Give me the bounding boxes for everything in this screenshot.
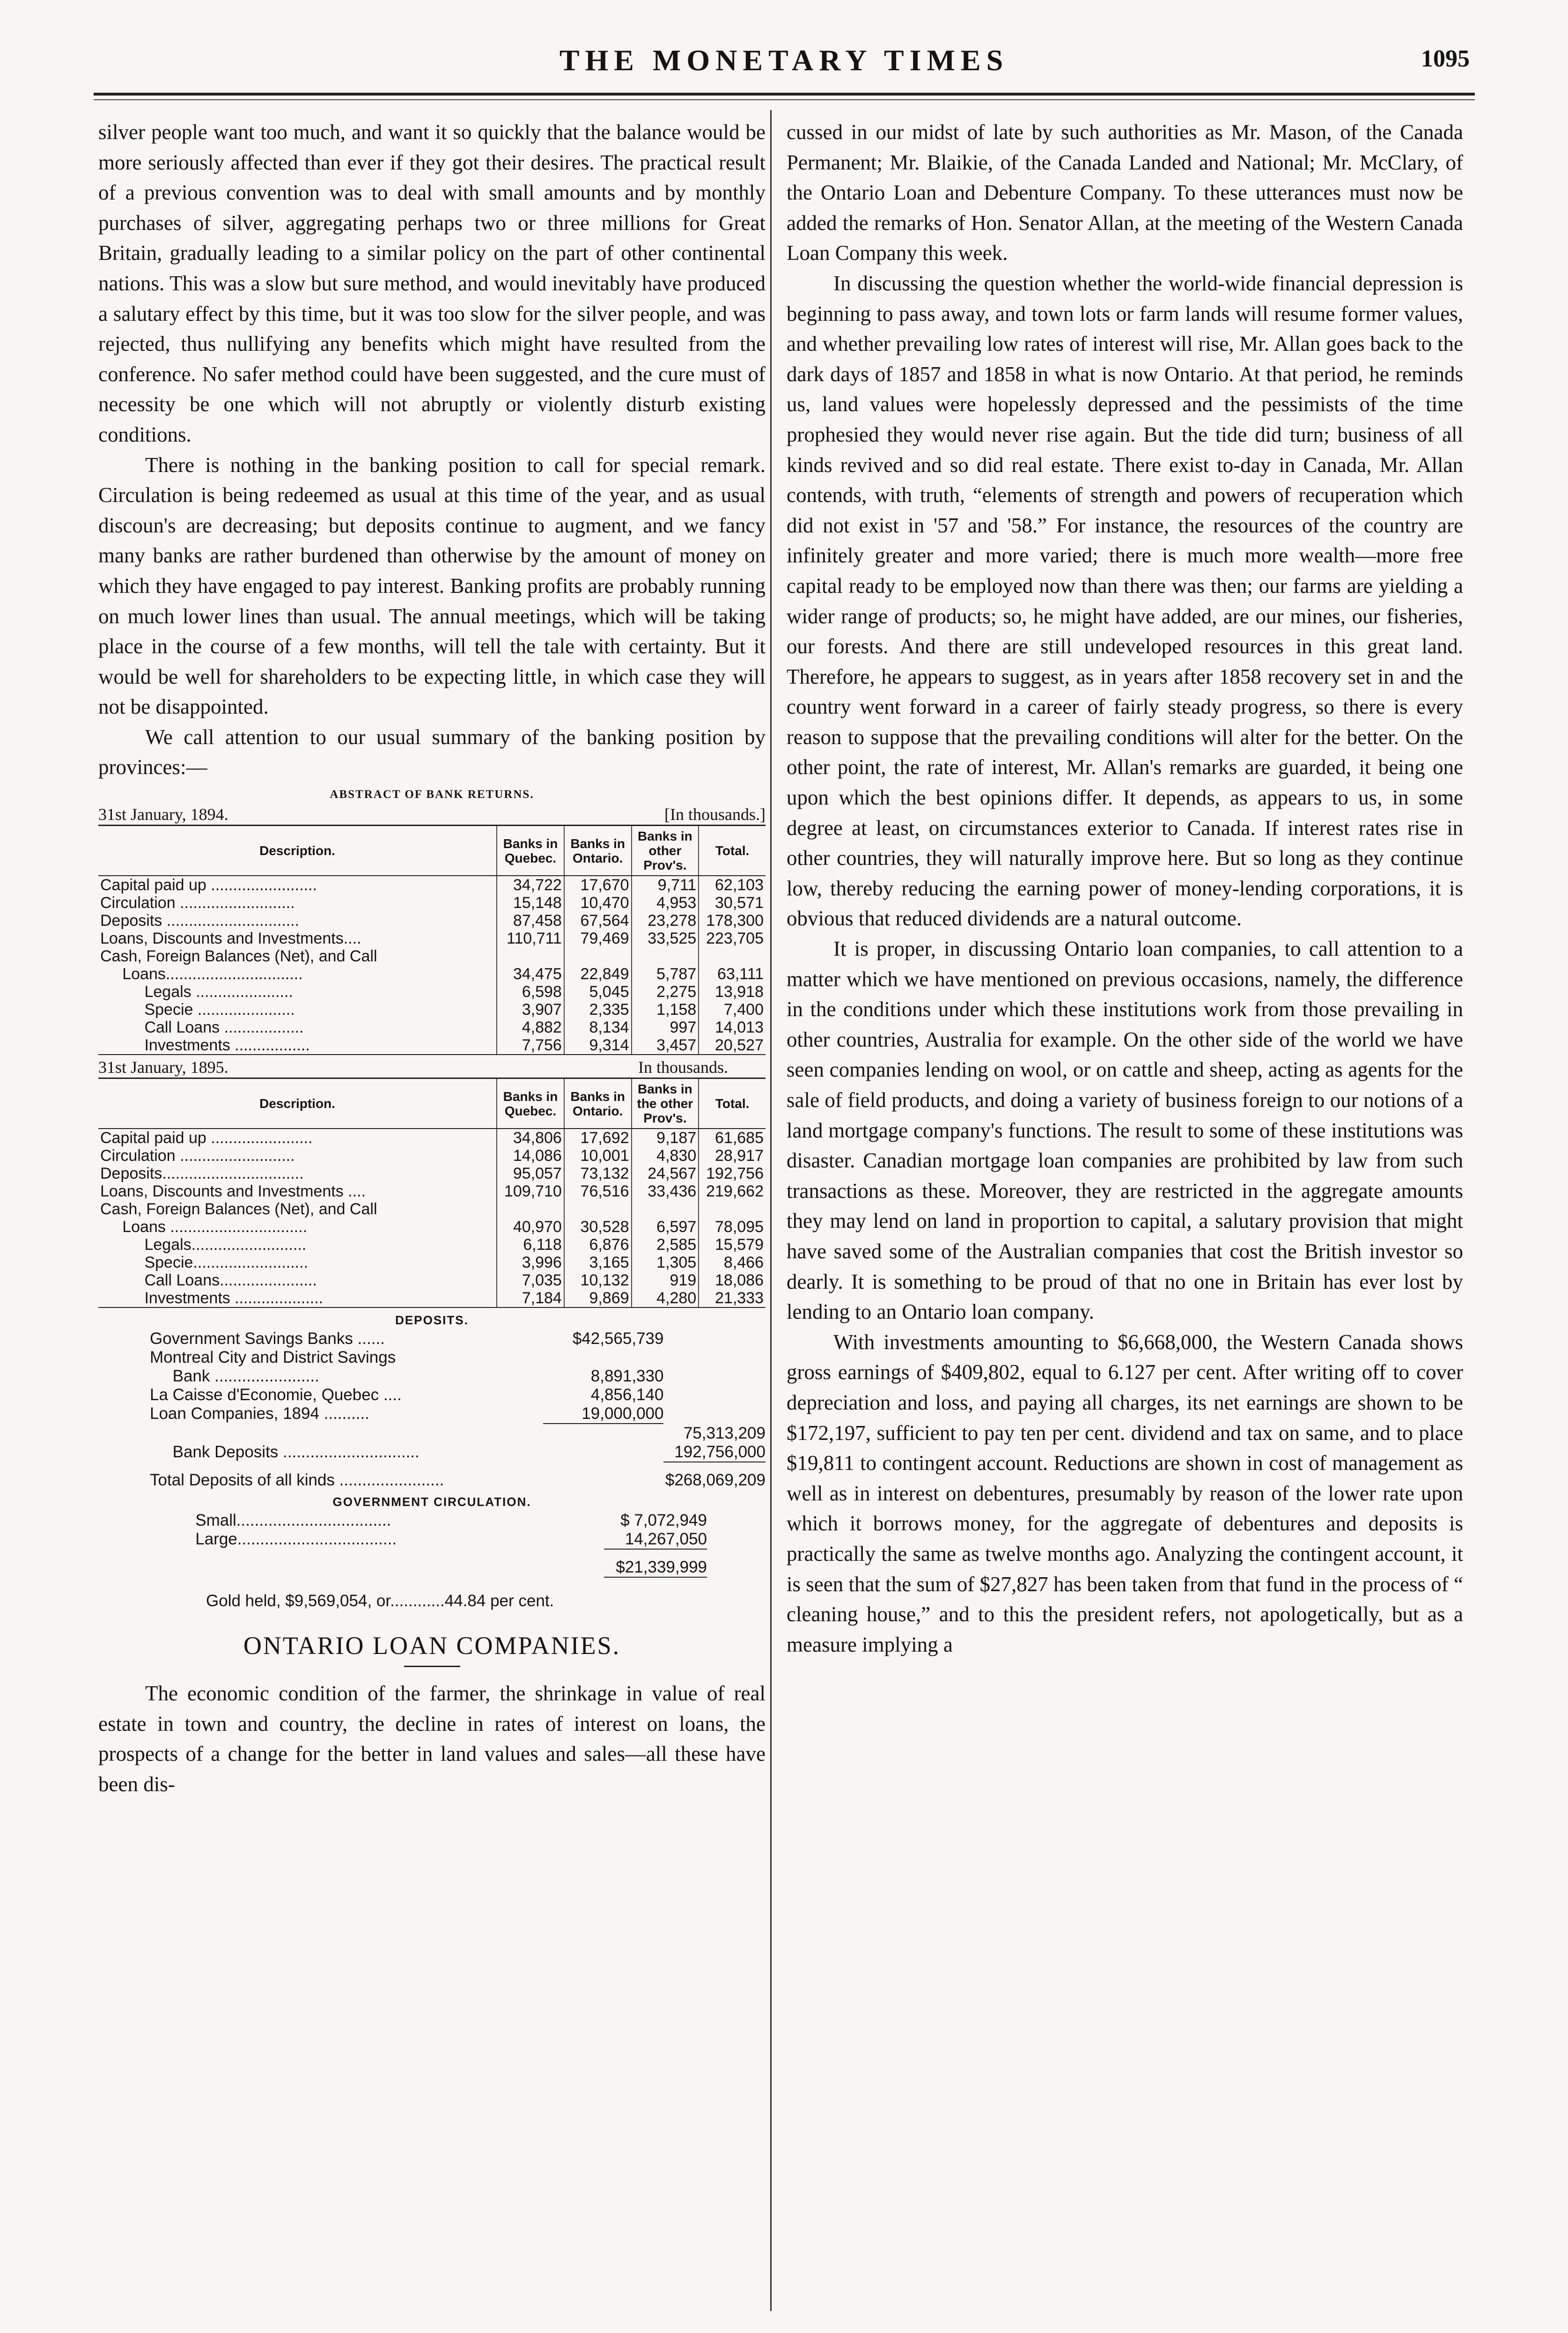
table-row xyxy=(98,947,766,965)
table-cell: 76,516 xyxy=(564,1182,632,1200)
masthead: THE MONETARY TIMES xyxy=(559,44,1009,77)
paragraph: The economic condition of the farmer, the shrinkage in value of real estate in town and country, the decline in rates of interest on loans, the prospects of a change for the better in land values and sales—all these have been dis- xyxy=(98,1682,766,1796)
table-cell: 10,132 xyxy=(564,1271,632,1289)
deposit-row: Loan Companies, 1894 .......... 19,000,000 xyxy=(98,1404,766,1424)
table-cell: 73,132 xyxy=(564,1165,632,1182)
table-cell: 9,187 xyxy=(632,1129,699,1147)
paragraph: With investments amounting to $6,668,000, the Western Canada shows gross earnings of $409,802, equal to 6.127 per cent. After writing off to cover depreciation and loss, and paying all charges, its net earnings are shown to be $172,197, sufficient to pay ten per cent. dividend and tax on same, and to place $19,811 to contingent account. Reductions are shown in cost of management as well as in interest on debentures, presumably by reason of the lower rate upon which it borrows money, for the aggregate of debentures and deposits is practically the same as twelve months ago. Analyzing the contingent account, it is seen that the sum of $27,827 has been taken from that fund in the process of “ cleaning house,” and to this the president refers, not apologetically, but as a measure implying a xyxy=(787,1330,1463,1656)
table-units: [In thousands.] xyxy=(664,805,766,824)
row-label: Investments .................... xyxy=(98,1289,497,1307)
column-header: Banks in the other Prov's. xyxy=(632,1078,699,1129)
table-date: 31st January, 1895. xyxy=(98,1058,228,1077)
deposit-row: Government Savings Banks ...... $42,565,739 xyxy=(150,1329,664,1348)
right-column xyxy=(787,117,1463,1660)
table-row xyxy=(98,1254,766,1271)
table-cell: 20,527 xyxy=(699,1036,766,1055)
row-label: Cash, Foreign Balances (Net), and Call xyxy=(100,947,377,966)
row-label: Legals.......................... xyxy=(100,1236,307,1254)
table-row xyxy=(98,912,766,930)
table-row xyxy=(98,1218,766,1236)
table-cell xyxy=(564,947,632,965)
table-cell: 219,662 xyxy=(699,1182,766,1200)
table-cell xyxy=(497,947,564,965)
table-cell: 34,722 xyxy=(497,876,564,894)
table-cell: 14,013 xyxy=(699,1019,766,1036)
table-cell: 2,585 xyxy=(632,1236,699,1254)
table-cell: 17,670 xyxy=(564,876,632,894)
circulation-title: GOVERNMENT CIRCULATION. xyxy=(332,1495,531,1509)
table-cell: 6,597 xyxy=(632,1218,699,1236)
table-cell: 2,335 xyxy=(564,1001,632,1019)
table-cell: 34,475 xyxy=(497,965,564,983)
deposit-row: La Caisse d'Economie, Quebec .... 4,856,140 xyxy=(150,1386,664,1404)
table-cell: 919 xyxy=(632,1271,699,1289)
table-row xyxy=(98,1165,766,1182)
table-units: In thousands. xyxy=(638,1058,728,1077)
column-header: Banks in other Prov's. xyxy=(632,826,699,876)
table-cell xyxy=(699,947,766,965)
row-label: Circulation .......................... xyxy=(100,1147,295,1165)
row-label: Capital paid up ........................ xyxy=(100,876,317,894)
section-title: ONTARIO LOAN COMPANIES. xyxy=(243,1632,621,1660)
table-cell xyxy=(497,1200,564,1218)
table-row xyxy=(98,930,766,947)
table-cell: 1,158 xyxy=(632,1001,699,1019)
table-cell: 14,086 xyxy=(497,1147,564,1165)
circulation-row: Large................................... 14,267,050 xyxy=(98,1530,766,1550)
page-header xyxy=(0,43,1568,76)
table-cell xyxy=(699,1200,766,1218)
header-rule-thin xyxy=(94,99,1475,100)
table-cell: 24,567 xyxy=(632,1165,699,1182)
table-row xyxy=(98,1236,766,1254)
row-label: Investments ................. xyxy=(98,1036,497,1055)
table-row xyxy=(98,1182,766,1200)
table-cell: 223,705 xyxy=(699,930,766,947)
table-cell: 7,400 xyxy=(699,1001,766,1019)
table-cell: 63,111 xyxy=(699,965,766,983)
table-cell: 30,571 xyxy=(699,894,766,912)
row-label: Specie.......................... xyxy=(100,1254,309,1272)
circulation-row: Small.................................. $ 7,072,949 xyxy=(150,1511,707,1530)
row-label: Loans, Discounts and Investments.... xyxy=(100,930,361,948)
table-row xyxy=(98,1129,766,1147)
table-cell: 21,333 xyxy=(699,1289,766,1307)
table-cell: 5,045 xyxy=(564,983,632,1001)
table-cell: 28,917 xyxy=(699,1147,766,1165)
row-label: Deposits................................ xyxy=(100,1165,304,1183)
abstract-title: ABSTRACT OF BANK RETURNS. xyxy=(330,788,534,801)
deposits-summary xyxy=(98,1311,766,1610)
table-cell: 13,918 xyxy=(699,983,766,1001)
table-row xyxy=(98,1271,766,1289)
table-cell: 4,280 xyxy=(632,1289,699,1307)
table-cell: 78,095 xyxy=(699,1218,766,1236)
table-cell: 33,525 xyxy=(632,930,699,947)
table-row xyxy=(98,1147,766,1165)
header-rule xyxy=(94,93,1475,96)
table-cell: 9,314 xyxy=(564,1036,632,1055)
table-cell: 7,184 xyxy=(497,1289,564,1307)
table-cell: 178,300 xyxy=(699,912,766,930)
table-cell: 10,001 xyxy=(564,1147,632,1165)
table-row xyxy=(98,876,766,894)
deposit-total-row: Total Deposits of all kinds ....................... $268,069,209 xyxy=(150,1471,766,1490)
table-cell: 997 xyxy=(632,1019,699,1036)
table-cell: 4,830 xyxy=(632,1147,699,1165)
table-cell: 10,470 xyxy=(564,894,632,912)
row-label: Deposits .............................. xyxy=(100,912,300,930)
table-cell: 9,711 xyxy=(632,876,699,894)
row-label: Loans ............................... xyxy=(100,1218,308,1236)
table-row xyxy=(98,1001,766,1019)
table-cell: 17,692 xyxy=(564,1129,632,1147)
table-row xyxy=(98,1289,766,1307)
table-cell: 34,806 xyxy=(497,1129,564,1147)
deposit-row: Bank ....................... 8,891,330 xyxy=(150,1367,664,1386)
row-label: Capital paid up ....................... xyxy=(100,1129,313,1147)
table-row xyxy=(98,1200,766,1218)
table-caption xyxy=(98,804,766,825)
table-cell: 2,275 xyxy=(632,983,699,1001)
column-divider xyxy=(770,110,772,2311)
paragraph: In discussing the question whether the world-wide financial depression is beginning to pass away, and town lots or farm lands will resume former values, and whether prevailing low rates of interest will rise, Mr. Allan goes back to the dark days of 1857 and 1858 in what is now Ontario. At that period, he reminds us, land values were hopelessly depressed and the pessimists of the time prophesied they would never rise again. But the tide did turn; business of all kinds revived and so did real estate. There exist to-day in Canada, Mr. Allan contends, with truth, “elements of strength and powers of recuperation which did not exist in '57 and '58.” For instance, the resources of the country are infinitely greater and more varied; there is much more wealth—more free capital ready to be employed now than there was then; our farms are yielding a wider range of products; so, he might have added, are our mines, our fisheries, our forests. And there are still undeveloped resources in this great land. Therefore, he appears to suggest, as in years after 1858 recovery set in and the country went forward in a career of fairly steady progress, so there is every reason to suppose that the prevailing conditions will alter for the better. On the other point, the rate of interest, Mr. Allan's remarks are guarded, it being one upon which the best opinions differ. It depends, as appears to us, in some degree at least, on circumstances exterior to Canada. If interest rates rise in other countries, they will naturally improve here. But so long as they continue low, thereby reducing the earning power of money-lending corporations, it is obvious that reduced dividends are a natural outcome. xyxy=(787,271,1463,930)
table-row xyxy=(98,1036,766,1055)
table-cell: 8,466 xyxy=(699,1254,766,1271)
table-cell: 61,685 xyxy=(699,1129,766,1147)
table-row xyxy=(98,1019,766,1036)
table-cell: 87,458 xyxy=(497,912,564,930)
table-cell: 109,710 xyxy=(497,1182,564,1200)
table-cell: 23,278 xyxy=(632,912,699,930)
deposit-row: Bank Deposits .............................. 192,756,000 xyxy=(98,1443,766,1462)
circulation-sum: $21,339,999 xyxy=(98,1558,766,1578)
table-cell xyxy=(632,1200,699,1218)
row-label: Specie ...................... xyxy=(100,1001,295,1019)
paragraph: It is proper, in discussing Ontario loan companies, to call attention to a matter which we have mentioned on previous occasions, namely, the difference in the conditions under which these institutions work from those prevailing in other countries, Australia for example. On the other side of the world we have seen companies lending on wool, or on cattle and sheep, acting as agents for the sale of field products, and doing a variety of business foreign to our notions of a land mortgage company's functions. The result to some of these institutions was disaster. Canadian mortgage loan companies are prohibited by law from such transactions as these. Moreover, they are restricted in the aggregate amounts they may lend on land in proportion to capital, a salutary provision that might have saved some of the Australian companies that cost the British investor so dearly. It is something to be proud of that no one in Britain has ever lost by lending to an Ontario loan company. xyxy=(787,937,1463,1324)
table-row xyxy=(98,894,766,912)
table-cell: 110,711 xyxy=(497,930,564,947)
table-cell xyxy=(564,1200,632,1218)
table-cell: 15,579 xyxy=(699,1236,766,1254)
row-label: Loans, Discounts and Investments .... xyxy=(100,1182,366,1201)
table-cell: 3,907 xyxy=(497,1001,564,1019)
table-cell: 67,564 xyxy=(564,912,632,930)
bank-returns-1895-table xyxy=(98,1078,766,1308)
table-cell: 5,787 xyxy=(632,965,699,983)
left-column xyxy=(98,117,766,1799)
table-row xyxy=(98,983,766,1001)
row-label: Call Loans .................. xyxy=(100,1019,304,1037)
paragraph: We call attention to our usual summary of the banking position by provinces:— xyxy=(98,725,766,779)
column-header: Banks in Ontario. xyxy=(564,826,632,876)
column-header: Banks in Ontario. xyxy=(564,1078,632,1129)
table-cell: 22,849 xyxy=(564,965,632,983)
table-cell: 8,134 xyxy=(564,1019,632,1036)
table-cell: 6,118 xyxy=(497,1236,564,1254)
paragraph: cussed in our midst of late by such authorities as Mr. Mason, of the Canada Permanent; Mr. Blaikie, of the Canada Landed and National; Mr. McClary, of the Ontario Loan and Debenture Company. To these utterances must now be added the remarks of Hon. Senator Allan, at the meeting of the Western Canada Loan Company this week. xyxy=(787,120,1463,265)
table-body xyxy=(98,876,766,1055)
row-label: Loans............................... xyxy=(100,965,303,983)
row-label: Legals ...................... xyxy=(100,983,293,1001)
column-header: Total. xyxy=(699,1078,766,1129)
table-caption xyxy=(98,1057,766,1078)
table-date: 31st January, 1894. xyxy=(98,805,228,824)
table-cell: 79,469 xyxy=(564,930,632,947)
table-cell: 40,970 xyxy=(497,1218,564,1236)
table-row xyxy=(98,965,766,983)
deposit-row: 75,313,209 xyxy=(683,1424,766,1443)
column-header: Total. xyxy=(699,826,766,876)
table-cell: 7,035 xyxy=(497,1271,564,1289)
deposits-title: DEPOSITS. xyxy=(395,1313,469,1328)
row-label: Cash, Foreign Balances (Net), and Call xyxy=(100,1200,377,1218)
table-cell xyxy=(632,947,699,965)
table-cell: 6,598 xyxy=(497,983,564,1001)
gold-held: Gold held, $9,569,054, or............44.84 per cent. xyxy=(206,1592,554,1610)
paragraph: There is nothing in the banking position to call for special remark. Circulation is being redeemed as usual at this time of the year, and as usual discoun's are decreasing; but deposits continue to augment, and we fancy many banks are rather burdened than otherwise by the amount of money on which they have engaged to pay interest. Banking profits are probably running on much lower lines than usual. The annual meetings, which will be taking place in the course of a few months, will tell the tale with certainty. But it would be well for shareholders to be expecting little, in which case they will not be disappointed. xyxy=(98,453,766,719)
row-label: Call Loans...................... xyxy=(100,1271,317,1290)
table-cell: 9,869 xyxy=(564,1289,632,1307)
table-cell: 15,148 xyxy=(497,894,564,912)
paragraph: silver people want too much, and want it so quickly that the balance would be more seriously affected than ever if they got their desires. The practical result of a previous convention was to deal with small amounts and by monthly purchases of silver, aggregating perhaps two or three millions for Great Britain, gradually leading to a similar policy on the part of other continental nations. This was a slow but sure method, and would inevitably have produced a salutary effect by this time, but it was too slow for the silver people, and was rejected, thus nullifying any benefits which might have resulted from the conference. No safer method could have been suggested, and the cure must of necessity be one which will not abruptly or violently disturb existing conditions. xyxy=(98,120,766,446)
table-cell: 1,305 xyxy=(632,1254,699,1271)
table-cell: 18,086 xyxy=(699,1271,766,1289)
page-number: 1095 xyxy=(1421,45,1470,72)
table-cell: 33,436 xyxy=(632,1182,699,1200)
table-body xyxy=(98,1129,766,1307)
table-cell: 6,876 xyxy=(564,1236,632,1254)
table-cell: 7,756 xyxy=(497,1036,564,1055)
column-header: Description. xyxy=(98,826,497,876)
column-header: Banks in Quebec. xyxy=(497,1078,564,1129)
table-cell: 95,057 xyxy=(497,1165,564,1182)
section-rule xyxy=(404,1666,460,1667)
row-label: Circulation .......................... xyxy=(100,894,295,912)
table-cell: 62,103 xyxy=(699,876,766,894)
deposit-row: Montreal City and District Savings xyxy=(150,1348,396,1367)
bank-returns-1894-table xyxy=(98,825,766,1055)
table-cell: 4,882 xyxy=(497,1019,564,1036)
table-cell: 4,953 xyxy=(632,894,699,912)
table-cell: 3,996 xyxy=(497,1254,564,1271)
table-cell: 192,756 xyxy=(699,1165,766,1182)
table-cell: 3,165 xyxy=(564,1254,632,1271)
table-cell: 30,528 xyxy=(564,1218,632,1236)
column-header: Banks in Quebec. xyxy=(497,826,564,876)
table-cell: 3,457 xyxy=(632,1036,699,1055)
column-header: Description. xyxy=(98,1078,497,1129)
